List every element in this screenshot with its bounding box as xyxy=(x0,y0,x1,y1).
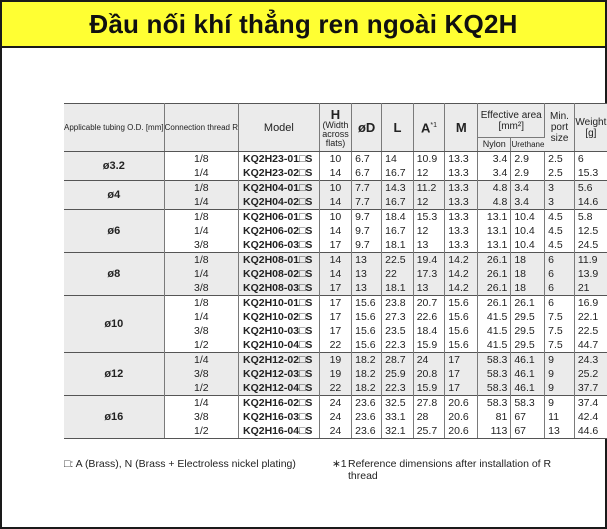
d-cell: 23.6 xyxy=(352,424,382,439)
l-cell: 32.5 xyxy=(382,396,414,411)
a-cell: 15.3 xyxy=(413,210,445,225)
nylon-cell: 13.1 xyxy=(478,224,511,238)
thread-cell: 1/8 xyxy=(164,253,238,268)
table-row xyxy=(64,396,607,411)
urethane-cell: 46.1 xyxy=(511,367,545,381)
port-cell: 3 xyxy=(545,181,575,196)
h-cell: 24 xyxy=(319,410,351,424)
header-nylon: Nylon xyxy=(478,138,511,152)
weight-cell: 22.1 xyxy=(574,310,607,324)
model-cell: KQ2H12-04□S xyxy=(239,381,320,396)
header-m: M xyxy=(445,104,478,152)
d-cell: 9.7 xyxy=(352,210,382,225)
thread-cell: 1/8 xyxy=(164,210,238,225)
weight-cell: 42.4 xyxy=(574,410,607,424)
urethane-cell: 26.1 xyxy=(511,296,545,311)
header-a-label: A xyxy=(420,120,431,136)
port-cell: 6 xyxy=(545,253,575,268)
h-cell: 10 xyxy=(319,181,351,196)
header-l: L xyxy=(382,104,414,152)
m-cell: 15.6 xyxy=(445,324,478,338)
d-cell: 7.7 xyxy=(352,195,382,210)
h-cell: 19 xyxy=(319,367,351,381)
h-cell: 17 xyxy=(319,310,351,324)
model-cell: KQ2H16-02□S xyxy=(239,396,320,411)
m-cell: 17 xyxy=(445,353,478,368)
spec-table-body xyxy=(64,152,607,439)
thread-cell: 1/8 xyxy=(164,181,238,196)
model-cell: KQ2H16-03□S xyxy=(239,410,320,424)
nylon-cell: 3.4 xyxy=(478,152,511,167)
a-cell: 24 xyxy=(413,353,445,368)
a-cell: 13 xyxy=(413,238,445,253)
model-cell: KQ2H04-01□S xyxy=(239,181,320,196)
header-connection-thread: Connection thread R xyxy=(164,104,238,152)
urethane-cell: 2.9 xyxy=(511,152,545,167)
m-cell: 20.6 xyxy=(445,396,478,411)
nylon-cell: 41.5 xyxy=(478,338,511,353)
weight-cell: 37.7 xyxy=(574,381,607,396)
table-row xyxy=(64,181,607,196)
m-cell: 13.3 xyxy=(445,224,478,238)
model-cell: KQ2H23-01□S xyxy=(239,152,320,167)
h-cell: 14 xyxy=(319,224,351,238)
h-cell: 22 xyxy=(319,381,351,396)
m-cell: 13.3 xyxy=(445,181,478,196)
thread-cell: 1/2 xyxy=(164,338,238,353)
model-cell: KQ2H12-02□S xyxy=(239,353,320,368)
urethane-cell: 18 xyxy=(511,281,545,296)
thread-cell: 1/2 xyxy=(164,424,238,439)
h-cell: 14 xyxy=(319,253,351,268)
port-cell: 9 xyxy=(545,353,575,368)
model-cell: KQ2H16-04□S xyxy=(239,424,320,439)
table-row xyxy=(64,296,607,311)
l-cell: 22.3 xyxy=(382,338,414,353)
a-cell: 12 xyxy=(413,195,445,210)
d-cell: 18.2 xyxy=(352,381,382,396)
urethane-cell: 67 xyxy=(511,410,545,424)
d-cell: 13 xyxy=(352,267,382,281)
l-cell: 22.3 xyxy=(382,381,414,396)
weight-cell: 24.5 xyxy=(574,238,607,253)
a-cell: 17.3 xyxy=(413,267,445,281)
d-cell: 13 xyxy=(352,281,382,296)
weight-cell: 24.3 xyxy=(574,353,607,368)
nylon-cell: 41.5 xyxy=(478,310,511,324)
tubing-od-cell: ø3.2 xyxy=(64,152,164,181)
port-cell: 4.5 xyxy=(545,224,575,238)
m-cell: 14.2 xyxy=(445,267,478,281)
model-cell: KQ2H04-02□S xyxy=(239,195,320,210)
thread-cell: 1/4 xyxy=(164,224,238,238)
l-cell: 23.5 xyxy=(382,324,414,338)
nylon-cell: 4.8 xyxy=(478,195,511,210)
weight-cell: 12.5 xyxy=(574,224,607,238)
m-cell: 15.6 xyxy=(445,310,478,324)
h-cell: 10 xyxy=(319,210,351,225)
m-cell: 13.3 xyxy=(445,238,478,253)
d-cell: 15.6 xyxy=(352,338,382,353)
urethane-cell: 2.9 xyxy=(511,166,545,181)
l-cell: 18.1 xyxy=(382,281,414,296)
a-cell: 25.7 xyxy=(413,424,445,439)
port-cell: 9 xyxy=(545,381,575,396)
d-cell: 15.6 xyxy=(352,296,382,311)
d-cell: 13 xyxy=(352,253,382,268)
h-cell: 14 xyxy=(319,195,351,210)
table-row xyxy=(64,353,607,368)
port-cell: 11 xyxy=(545,410,575,424)
d-cell: 9.7 xyxy=(352,238,382,253)
d-cell: 7.7 xyxy=(352,181,382,196)
a-cell: 12 xyxy=(413,224,445,238)
port-cell: 2.5 xyxy=(545,152,575,167)
urethane-cell: 3.4 xyxy=(511,195,545,210)
thread-cell: 3/8 xyxy=(164,238,238,253)
urethane-cell: 18 xyxy=(511,267,545,281)
header-a-mark: *1 xyxy=(430,122,437,130)
weight-cell: 16.9 xyxy=(574,296,607,311)
urethane-cell: 10.4 xyxy=(511,238,545,253)
h-cell: 22 xyxy=(319,338,351,353)
port-cell: 4.5 xyxy=(545,238,575,253)
a-cell: 11.2 xyxy=(413,181,445,196)
urethane-cell: 46.1 xyxy=(511,381,545,396)
nylon-cell: 58.3 xyxy=(478,381,511,396)
model-cell: KQ2H10-04□S xyxy=(239,338,320,353)
a-cell: 20.7 xyxy=(413,296,445,311)
footnote-material: □: A (Brass), N (Brass + Electroless nickel plating) xyxy=(64,458,296,470)
urethane-cell: 29.5 xyxy=(511,324,545,338)
a-cell: 18.4 xyxy=(413,324,445,338)
thread-cell: 1/4 xyxy=(164,166,238,181)
header-d: øD xyxy=(352,104,382,152)
l-cell: 23.8 xyxy=(382,296,414,311)
footnote-mark: ∗1 xyxy=(332,458,347,470)
a-cell: 12 xyxy=(413,166,445,181)
nylon-cell: 41.5 xyxy=(478,324,511,338)
d-cell: 23.6 xyxy=(352,410,382,424)
h-cell: 10 xyxy=(319,152,351,167)
nylon-cell: 4.8 xyxy=(478,181,511,196)
page-title: Đầu nối khí thẳng ren ngoài KQ2H xyxy=(89,8,518,39)
nylon-cell: 26.1 xyxy=(478,267,511,281)
d-cell: 18.2 xyxy=(352,353,382,368)
h-cell: 17 xyxy=(319,324,351,338)
a-cell: 13 xyxy=(413,281,445,296)
h-cell: 14 xyxy=(319,166,351,181)
nylon-cell: 13.1 xyxy=(478,210,511,225)
nylon-cell: 13.1 xyxy=(478,238,511,253)
thread-cell: 1/8 xyxy=(164,296,238,311)
header-effective-area: Effective area [mm²] xyxy=(478,104,545,138)
m-cell: 14.2 xyxy=(445,253,478,268)
a-cell: 15.9 xyxy=(413,338,445,353)
weight-cell: 6 xyxy=(574,152,607,167)
d-cell: 6.7 xyxy=(352,152,382,167)
model-cell: KQ2H08-02□S xyxy=(239,267,320,281)
nylon-cell: 3.4 xyxy=(478,166,511,181)
urethane-cell: 29.5 xyxy=(511,338,545,353)
m-cell: 20.6 xyxy=(445,410,478,424)
weight-cell: 44.6 xyxy=(574,424,607,439)
table-row xyxy=(64,210,607,225)
tubing-od-cell: ø4 xyxy=(64,181,164,210)
l-cell: 22.5 xyxy=(382,253,414,268)
thread-cell: 1/4 xyxy=(164,396,238,411)
port-cell: 9 xyxy=(545,396,575,411)
tubing-od-cell: ø6 xyxy=(64,210,164,253)
urethane-cell: 10.4 xyxy=(511,224,545,238)
port-cell: 9 xyxy=(545,367,575,381)
model-cell: KQ2H12-03□S xyxy=(239,367,320,381)
d-cell: 15.6 xyxy=(352,324,382,338)
a-cell: 28 xyxy=(413,410,445,424)
a-cell: 22.6 xyxy=(413,310,445,324)
urethane-cell: 18 xyxy=(511,253,545,268)
footnote-reference xyxy=(332,458,552,482)
nylon-cell: 58.3 xyxy=(478,396,511,411)
weight-cell: 37.4 xyxy=(574,396,607,411)
port-cell: 3 xyxy=(545,195,575,210)
h-cell: 17 xyxy=(319,238,351,253)
port-cell: 2.5 xyxy=(545,166,575,181)
tubing-od-cell: ø12 xyxy=(64,353,164,396)
d-cell: 9.7 xyxy=(352,224,382,238)
port-cell: 4.5 xyxy=(545,210,575,225)
table-row xyxy=(64,253,607,268)
h-cell: 17 xyxy=(319,296,351,311)
l-cell: 28.7 xyxy=(382,353,414,368)
header-h-note: (Width across flats) xyxy=(322,119,349,148)
model-cell: KQ2H10-02□S xyxy=(239,310,320,324)
model-cell: KQ2H10-03□S xyxy=(239,324,320,338)
header-h-label: H xyxy=(330,106,341,122)
thread-cell: 1/4 xyxy=(164,353,238,368)
model-cell: KQ2H06-02□S xyxy=(239,224,320,238)
thread-cell: 3/8 xyxy=(164,281,238,296)
weight-cell: 5.8 xyxy=(574,210,607,225)
header-urethane: Urethane xyxy=(511,138,545,152)
nylon-cell: 113 xyxy=(478,424,511,439)
m-cell: 15.6 xyxy=(445,296,478,311)
model-cell: KQ2H08-03□S xyxy=(239,281,320,296)
d-cell: 18.2 xyxy=(352,367,382,381)
port-cell: 6 xyxy=(545,281,575,296)
urethane-cell: 46.1 xyxy=(511,353,545,368)
header-min-port: Min. port size xyxy=(545,104,575,152)
nylon-cell: 58.3 xyxy=(478,353,511,368)
port-cell: 7.5 xyxy=(545,310,575,324)
model-cell: KQ2H06-01□S xyxy=(239,210,320,225)
m-cell: 13.3 xyxy=(445,152,478,167)
weight-cell: 14.6 xyxy=(574,195,607,210)
model-cell: KQ2H06-03□S xyxy=(239,238,320,253)
d-cell: 15.6 xyxy=(352,310,382,324)
weight-cell: 25.2 xyxy=(574,367,607,381)
l-cell: 32.1 xyxy=(382,424,414,439)
h-cell: 17 xyxy=(319,281,351,296)
weight-cell: 21 xyxy=(574,281,607,296)
m-cell: 14.2 xyxy=(445,281,478,296)
thread-cell: 3/8 xyxy=(164,367,238,381)
model-cell: KQ2H10-01□S xyxy=(239,296,320,311)
thread-cell: 1/2 xyxy=(164,381,238,396)
urethane-cell: 29.5 xyxy=(511,310,545,324)
l-cell: 22 xyxy=(382,267,414,281)
l-cell: 25.9 xyxy=(382,367,414,381)
thread-cell: 1/4 xyxy=(164,267,238,281)
weight-cell: 44.7 xyxy=(574,338,607,353)
m-cell: 20.6 xyxy=(445,424,478,439)
tubing-od-cell: ø8 xyxy=(64,253,164,296)
model-cell: KQ2H23-02□S xyxy=(239,166,320,181)
footnote-reference-text: Reference dimensions after installation of R thread xyxy=(348,458,552,482)
port-cell: 6 xyxy=(545,267,575,281)
weight-cell: 5.6 xyxy=(574,181,607,196)
l-cell: 18.1 xyxy=(382,238,414,253)
thread-cell: 3/8 xyxy=(164,410,238,424)
d-cell: 23.6 xyxy=(352,396,382,411)
m-cell: 13.3 xyxy=(445,210,478,225)
nylon-cell: 26.1 xyxy=(478,253,511,268)
weight-cell: 15.3 xyxy=(574,166,607,181)
l-cell: 14 xyxy=(382,152,414,167)
m-cell: 15.6 xyxy=(445,338,478,353)
spec-table xyxy=(64,103,607,439)
port-cell: 6 xyxy=(545,296,575,311)
tubing-od-cell: ø16 xyxy=(64,396,164,439)
l-cell: 16.7 xyxy=(382,166,414,181)
header-a xyxy=(413,104,445,152)
l-cell: 18.4 xyxy=(382,210,414,225)
thread-cell: 1/4 xyxy=(164,195,238,210)
urethane-cell: 3.4 xyxy=(511,181,545,196)
header-weight: Weight [g] xyxy=(574,104,607,152)
a-cell: 15.9 xyxy=(413,381,445,396)
l-cell: 33.1 xyxy=(382,410,414,424)
weight-cell: 11.9 xyxy=(574,253,607,268)
h-cell: 24 xyxy=(319,396,351,411)
header-h xyxy=(319,104,351,152)
a-cell: 20.8 xyxy=(413,367,445,381)
header-model: Model xyxy=(239,104,320,152)
nylon-cell: 26.1 xyxy=(478,296,511,311)
h-cell: 19 xyxy=(319,353,351,368)
port-cell: 7.5 xyxy=(545,324,575,338)
l-cell: 14.3 xyxy=(382,181,414,196)
title-banner xyxy=(2,2,605,48)
weight-cell: 13.9 xyxy=(574,267,607,281)
d-cell: 6.7 xyxy=(352,166,382,181)
h-cell: 24 xyxy=(319,424,351,439)
m-cell: 17 xyxy=(445,381,478,396)
port-cell: 7.5 xyxy=(545,338,575,353)
nylon-cell: 58.3 xyxy=(478,367,511,381)
a-cell: 19.4 xyxy=(413,253,445,268)
tubing-od-cell: ø10 xyxy=(64,296,164,353)
l-cell: 16.7 xyxy=(382,224,414,238)
urethane-cell: 67 xyxy=(511,424,545,439)
model-cell: KQ2H08-01□S xyxy=(239,253,320,268)
thread-cell: 1/8 xyxy=(164,152,238,167)
thread-cell: 3/8 xyxy=(164,324,238,338)
urethane-cell: 10.4 xyxy=(511,210,545,225)
h-cell: 14 xyxy=(319,267,351,281)
weight-cell: 22.5 xyxy=(574,324,607,338)
nylon-cell: 26.1 xyxy=(478,281,511,296)
header-tubing-od: Applicable tubing O.D. [mm] xyxy=(64,104,164,152)
urethane-cell: 58.3 xyxy=(511,396,545,411)
a-cell: 10.9 xyxy=(413,152,445,167)
thread-cell: 1/4 xyxy=(164,310,238,324)
m-cell: 13.3 xyxy=(445,166,478,181)
m-cell: 17 xyxy=(445,367,478,381)
a-cell: 27.8 xyxy=(413,396,445,411)
l-cell: 27.3 xyxy=(382,310,414,324)
l-cell: 16.7 xyxy=(382,195,414,210)
nylon-cell: 81 xyxy=(478,410,511,424)
port-cell: 13 xyxy=(545,424,575,439)
table-row xyxy=(64,152,607,167)
m-cell: 13.3 xyxy=(445,195,478,210)
